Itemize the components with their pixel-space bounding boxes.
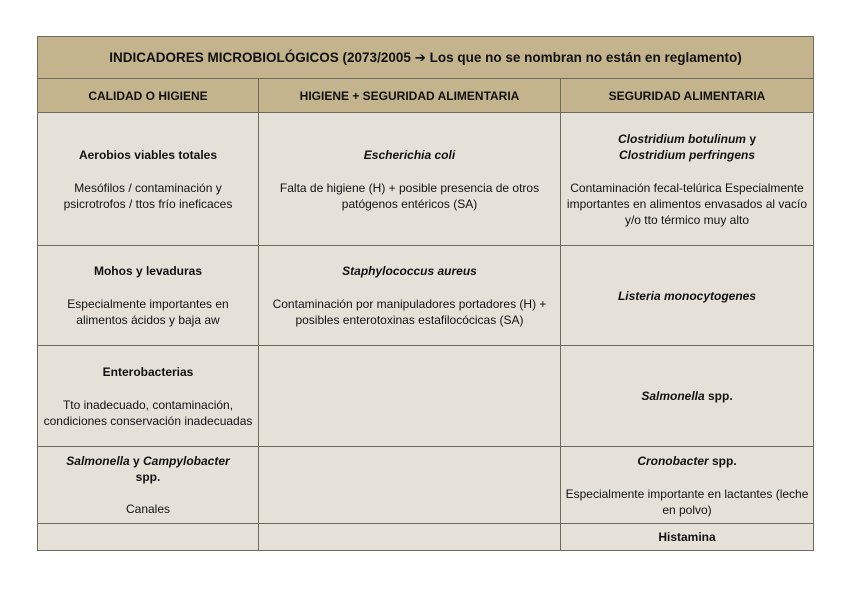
indicator-desc: Contaminación por manipuladores portadores (H) + posibles enterotoxinas estafilocócicas (SA) [272, 297, 547, 327]
header-row [38, 79, 814, 113]
indicator-desc: Falta de higiene (H) + posible presencia de otros patógenos entéricos (SA) [279, 180, 540, 211]
indicator-desc: Especialmente importantes en alimentos ácidos y baja aw [67, 297, 229, 327]
indicator-name: Staphylococcus aureus [342, 264, 477, 278]
indicator-name: Mohos y levaduras [93, 264, 203, 278]
cell-enterobacterias [38, 346, 259, 447]
table-row [38, 113, 814, 246]
indicator-name-rest: spp. [704, 389, 733, 403]
cell-staphylococcus [259, 246, 561, 346]
name-joiner: y [129, 454, 143, 468]
header-calidad: CALIDAD O HIGIENE [38, 79, 259, 113]
header-higiene-seguridad: HIGIENE + SEGURIDAD ALIMENTARIA [259, 79, 561, 113]
indicator-name-rest: spp. [708, 453, 737, 468]
indicator-name: Enterobacterias [102, 364, 194, 379]
indicator-name-b: Campylobacter [143, 454, 230, 468]
indicator-name-rest: spp. [135, 470, 161, 484]
table-row [38, 524, 814, 551]
cell-clostridium [561, 113, 814, 246]
indicator-desc: Especialmente importante en lactantes (leche en polvo) [565, 486, 809, 517]
indicator-name: Histamina [658, 530, 716, 544]
cell-salmonella [561, 346, 814, 447]
cell-aerobios [38, 113, 259, 246]
indicator-name: Escherichia coli [363, 147, 456, 162]
indicator-name-b: Clostridium perfringens [618, 147, 755, 162]
cell-listeria [561, 246, 814, 346]
cell-empty [259, 447, 561, 524]
table-row [38, 447, 814, 524]
cell-empty [259, 524, 561, 551]
cell-cronobacter [561, 447, 814, 524]
indicator-desc: Contaminación fecal-telúrica Especialmente importantes en alimentos envasados al vacío y/o tto térmico muy alto [566, 180, 808, 227]
table-title: INDICADORES MICROBIOLÓGICOS (2073/2005 ➔ Los que no se nombran no están en reglamento) [38, 37, 814, 79]
indicator-name: Aerobios viables totales [78, 147, 218, 162]
cell-empty [38, 524, 259, 551]
cell-ecoli [259, 113, 561, 246]
cell-mohos [38, 246, 259, 346]
indicator-name: Listeria monocytogenes [617, 288, 757, 303]
cell-salmonella-campylobacter [38, 447, 259, 524]
indicator-name-a: Clostridium botulinum [617, 131, 746, 146]
indicator-name-italic: Salmonella [641, 389, 705, 403]
indicator-name-italic: Cronobacter [637, 453, 709, 468]
cell-empty [259, 346, 561, 447]
cell-histamina [561, 524, 814, 551]
name-joiner: y [745, 131, 756, 146]
indicator-name-a: Salmonella [66, 454, 130, 468]
table-row [38, 246, 814, 346]
title-row [38, 37, 814, 79]
indicator-desc: Mesófilos / contaminación y psicrotrofos / ttos frío ineficaces [63, 180, 233, 211]
header-seguridad: SEGURIDAD ALIMENTARIA [561, 79, 814, 113]
indicator-desc: Canales [125, 502, 171, 516]
table-row [38, 346, 814, 447]
indicator-desc: Tto inadecuado, contaminación, condiciones conservación inadecuadas [43, 397, 253, 428]
indicators-table [37, 36, 814, 551]
